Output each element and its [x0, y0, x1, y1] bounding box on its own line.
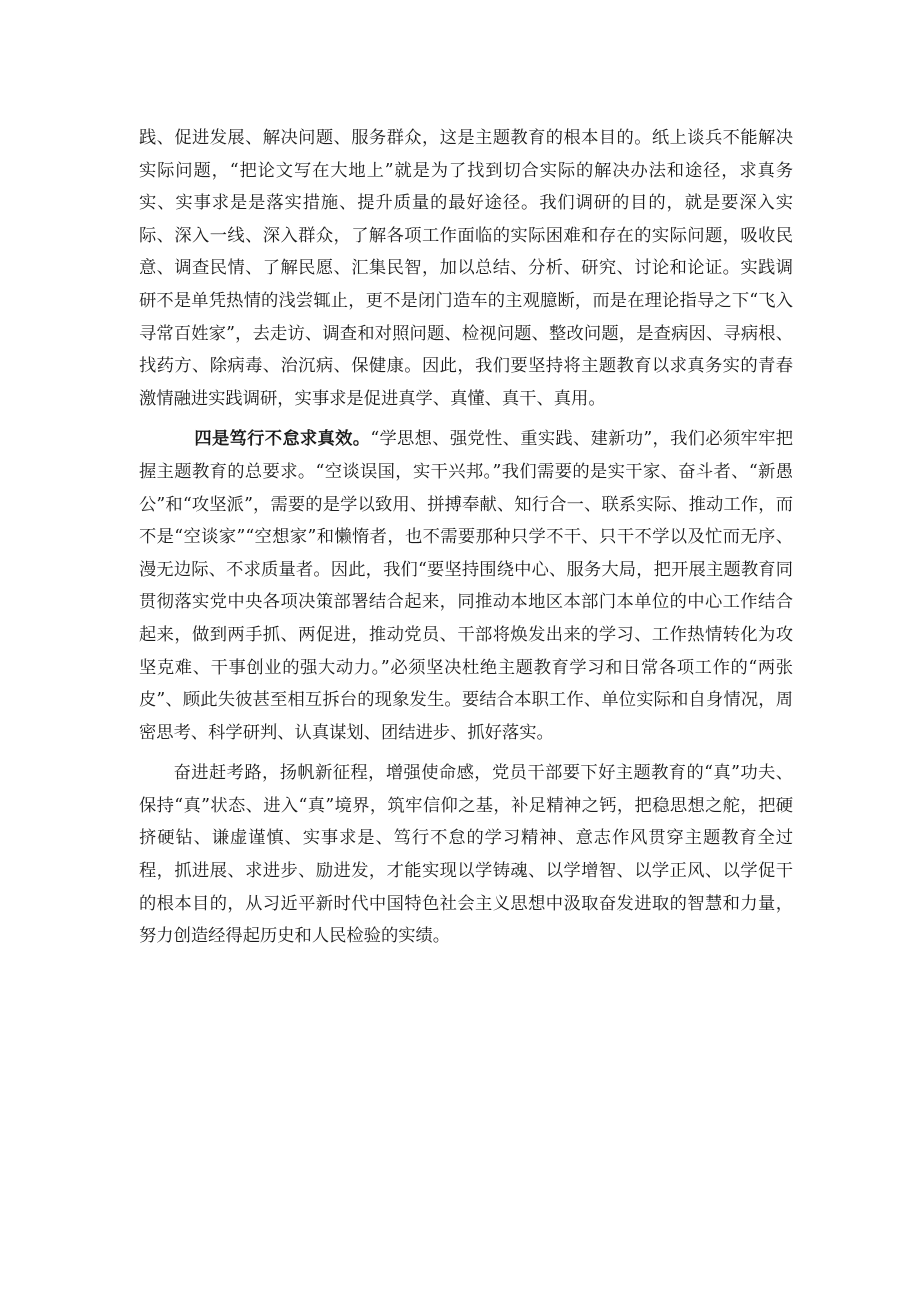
document-page — [139, 122, 793, 953]
paragraph-conclusion — [139, 757, 793, 953]
paragraph-body: 践、促进发展、解决问题、服务群众，这是主题教育的根本目的。纸上谈兵不能解决实际问题，“把论文写在大地上”就是为了找到切合实际的解决办法和途径，求真务实、实事求是是落实措施、提升质量的最好途径。我们调研的目的，就是要深入实际、深入一线、深入群众，了解各项工作面临的实际困难和存在的实际问题，吸收民意、调查民情、了解民愿、汇集民智，加以总结、分析、研究、讨论和论证。实践调研不是单凭热情的浅尝辄止，更不是闭门造车的主观臆断，而是在理论指导之下“飞入寻常百姓家”，去走访、调查和对照问题、检视问题、整改问题，是查病因、寻病根、找药方、除病毒、治沉病、保健康。因此，我们要坚持将主题教育以求真务实的青春激情融进实践调研，实事求是促进真学、真懂、真干、真用。 — [139, 128, 793, 409]
paragraph-continuation — [139, 122, 793, 415]
paragraph-body: “学思想、强党性、重实践、建新功”，我们必须牢牢把握主题教育的总要求。“空谈误国，实干兴邦。”我们需要的是实干家、奋斗者、“新愚公”和“攻坚派”，需要的是学以致用、拼搏奉献、知行合一、联系实际、推动工作，而不是“空谈家”“空想家”和懒惰者，也不需要那种只学不干、只干不学以及忙而无序、漫无边际、不求质量者。因此，我们“要坚持围绕中心、服务大局，把开展主题教育同贯彻落实党中央各项决策部署结合起来，同推动本地区本部门本单位的中心工作结合起来，做到两手抓、两促进，推动党员、干部将焕发出来的学习、工作热情转化为攻坚克难、干事创业的强大动力。”必须坚决杜绝主题教育学习和日常各项工作的“两张皮”、顾此失彼甚至相互拆台的现象发生。要结合本职工作、单位实际和自身情况，周密思考、科学研判、认真谋划、团结进步、抓好落实。 — [139, 429, 793, 743]
paragraph-body: 奋进赶考路，扬帆新征程，增强使命感，党员干部要下好主题教育的“真”功夫、保持“真”状态、进入“真”境界，筑牢信仰之基，补足精神之钙，把稳思想之舵，把硬挤硬钻、谦虚谨慎、实事求是、笃行不怠的学习精神、意志作风贯穿主题教育全过程，抓进展、求进步、励进发，才能实现以学铸魂、以学增智、以学正风、以学促干的根本目的，从习近平新时代中国特色社会主义思想中汲取奋发进取的智慧和力量，努力创造经得起历史和人民检验的实绩。 — [139, 763, 793, 947]
paragraph-section-four — [139, 423, 793, 749]
section-heading-inline: 四是笃行不怠求真效。 — [194, 429, 371, 450]
